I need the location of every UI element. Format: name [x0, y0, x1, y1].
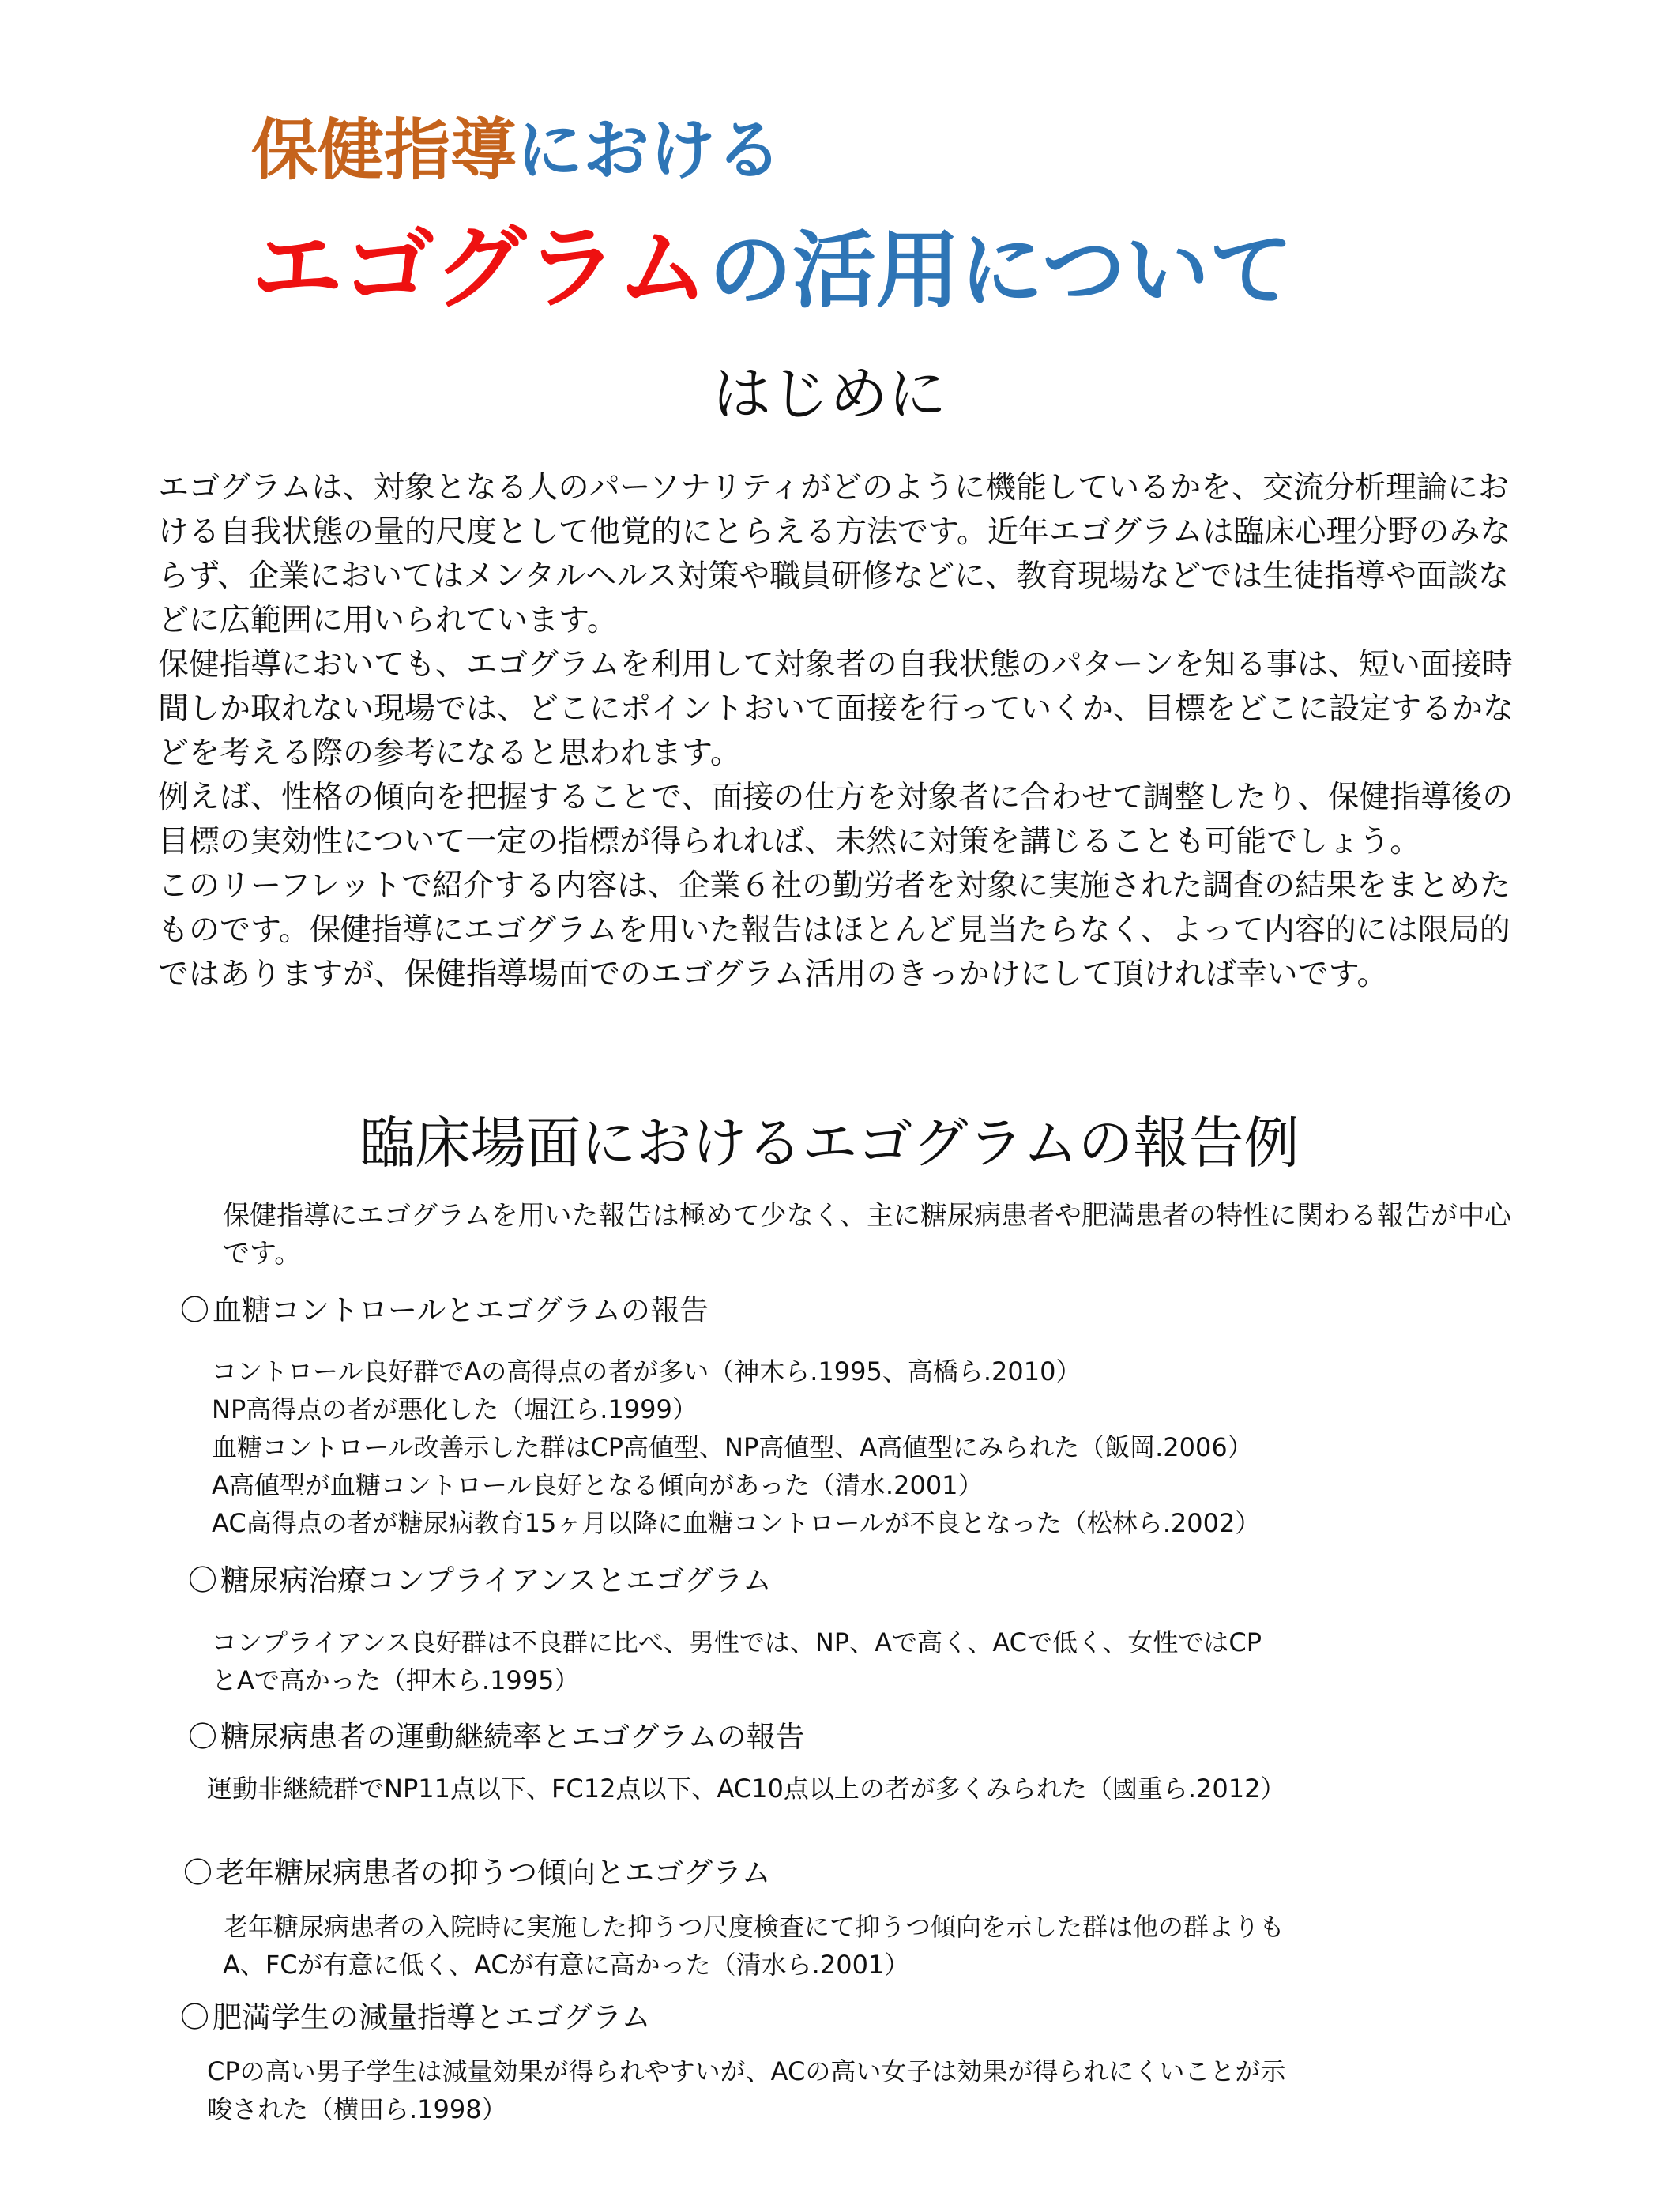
section-body — [207, 1770, 1285, 1808]
report-line: NP高得点の者が悪化した（堀江ら.1999） — [212, 1394, 698, 1424]
section-title — [188, 1718, 805, 1756]
report-line: A、FCが有意に低く、ACが有意に高かった（清水ら.2001） — [223, 1950, 910, 1980]
report-line: CPの高い男子学生は減量効果が得られやすいが、ACの高い女子は効果が得られにくいことが示 — [207, 2056, 1286, 2086]
report-line: 老年糖尿病患者の入院時に実施した抑うつ尺度検査にて抑うつ傾向を示した群は他の群よりも — [223, 1912, 1285, 1942]
section-body — [212, 1623, 1262, 1699]
title-particle: における — [517, 111, 783, 189]
section-title-text: 血糖コントロールとエゴグラムの報告 — [213, 1293, 709, 1327]
section-title-text: 糖尿病患者の運動継続率とエゴグラムの報告 — [220, 1720, 805, 1754]
section-title — [180, 1292, 709, 1330]
title-keyword: 保健指導 — [251, 111, 517, 189]
section-body — [223, 1908, 1285, 1984]
circle-bullet-icon: 〇 — [183, 1856, 213, 1890]
report-line: とAで高かった（押木ら.1995） — [212, 1665, 580, 1695]
section-title-text: 肥満学生の減量指導とエゴグラム — [213, 2000, 651, 2034]
report-line: コントロール良好群でAの高得点の者が多い（神木ら.1995、高橋ら.2010） — [212, 1356, 1082, 1386]
section-title-text: 糖尿病治療コンプライアンスとエゴグラム — [220, 1563, 772, 1597]
section-title-text: 老年糖尿病患者の抑うつ傾向とエゴグラム — [216, 1856, 771, 1890]
report-line: 血糖コントロール改善示した群はCP高値型、NP高値型、A高値型にみられた（飯岡.2006） — [212, 1432, 1253, 1462]
section-body — [207, 2052, 1285, 2128]
report-line: A高値型が血糖コントロール良好となる傾向があった（清水.2001） — [212, 1470, 984, 1500]
report-line: 唆された（横田ら.1998） — [207, 2094, 507, 2124]
report-line: AC高得点の者が糖尿病教育15ヶ月以降に血糖コントロールが不良となった（松林ら.2002） — [212, 1508, 1261, 1538]
intro-body — [158, 466, 1517, 997]
section-body — [212, 1352, 1260, 1542]
clinical-lead: 保健指導にエゴグラムを用いた報告は極めて少なく、主に糖尿病患者や肥満患者の特性に関わる報告が中心です。 — [223, 1200, 1511, 1270]
report-line: コンプライアンス良好群は不良群に比べ、男性では、NP、Aで高く、ACで低く、女性ではCP — [212, 1627, 1262, 1657]
title-line-1 — [251, 111, 782, 190]
title-egogram: エゴグラム — [251, 215, 709, 322]
title-rest: の活用について — [708, 222, 1293, 319]
circle-bullet-icon: 〇 — [180, 1293, 209, 1327]
section-title — [183, 1854, 771, 1892]
intro-heading: はじめに — [713, 360, 946, 428]
clinical-heading: 臨床場面におけるエゴグラムの報告例 — [359, 1111, 1300, 1176]
title-line-2 — [251, 213, 1293, 323]
intro-paragraph: このリーフレットで紹介する内容は、企業６社の勤労者を対象に実施された調査の結果をまとめたものです。保健指導にエゴグラムを用いた報告はほとんど見当たらなく、よって内容的には限局的ではありますが、保健指導場面でのエゴグラム活用のきっかけにして頂ければ幸いです。 — [158, 868, 1511, 992]
intro-paragraph: 例えば、性格の傾向を把握することで、面接の仕方を対象者に合わせて調整したり、保健指導後の目標の実効性について一定の指標が得られれば、未然に対策を講じることも可能でしょう。 — [158, 780, 1514, 860]
circle-bullet-icon: 〇 — [188, 1720, 217, 1754]
section-title — [180, 1999, 651, 2037]
intro-paragraph: 保健指導においても、エゴグラムを利用して対象者の自我状態のパターンを知る事は、短い面接時間しか取れない現場では、どこにポイントおいて面接を行っていくか、目標をどこに設定するかなどを考える際の参考になると思われます。 — [158, 647, 1514, 771]
intro-paragraph: エゴグラムは、対象となる人のパーソナリティがどのように機能しているかを、交流分析理論における自我状態の量的尺度として他覚的にとらえる方法です。近年エゴグラムは臨床心理分野のみならず、企業においてはメンタルヘルス対策や職員研修などに、教育現場などでは生徒指導や面談などに広範囲に用いられています。 — [158, 470, 1511, 638]
report-line: 運動非継続群でNP11点以下、FC12点以下、AC10点以上の者が多くみられた（國重ら.2012） — [207, 1774, 1286, 1804]
circle-bullet-icon: 〇 — [180, 2000, 209, 2034]
circle-bullet-icon: 〇 — [188, 1563, 217, 1597]
section-title — [188, 1562, 772, 1600]
